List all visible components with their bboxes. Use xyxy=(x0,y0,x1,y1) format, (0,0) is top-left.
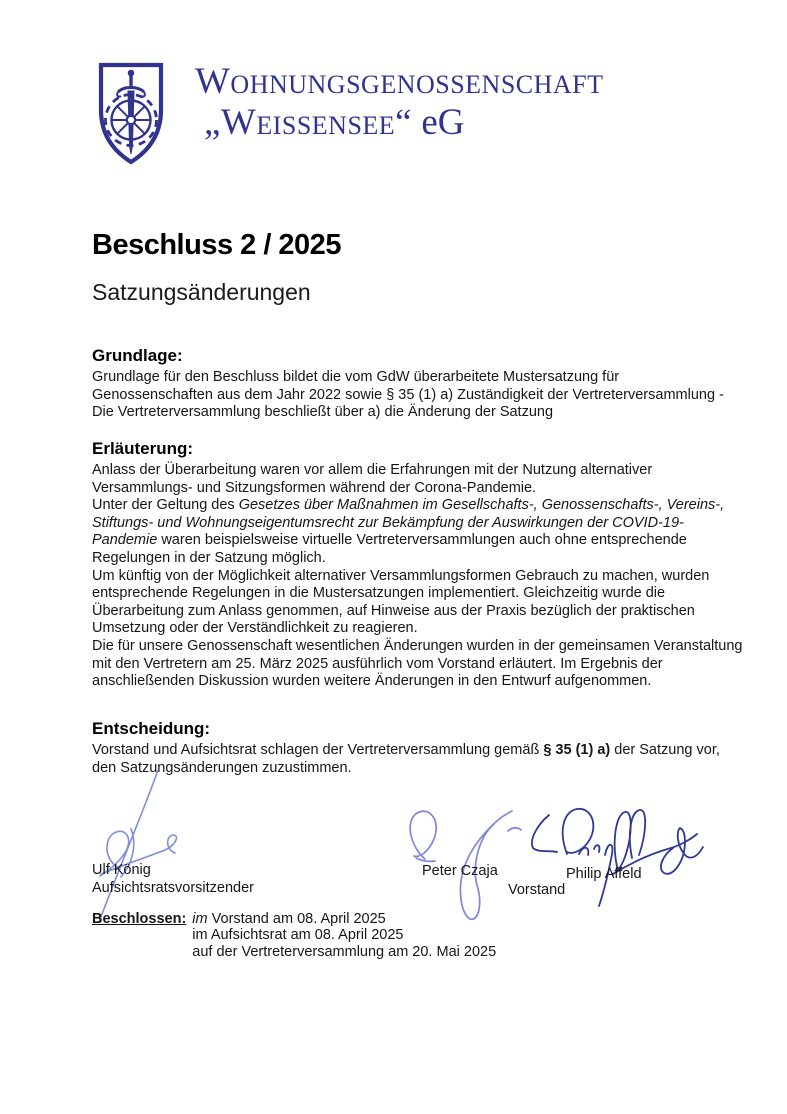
resolution-line-aufsichtsrat: im Aufsichtsrat am 08. April 2025 xyxy=(192,927,404,944)
brand-header xyxy=(95,60,604,166)
erlaeuterung-para3: Um künftig von der Möglichkeit alternativer Versammlungsformen Gebrauch zu machen, wurden entsprechende Regelungen in die Mustersatzungen implementiert. Gleichzeitig wurde die Überarbeitung zum Anlass genommen, auf Hinweise aus der Praxis bezüglich der praktischen Umsetzung oder der Verständlichkeit zu reagieren. xyxy=(92,567,710,637)
section-entscheidung xyxy=(92,719,744,777)
para2-law-title: Gesetzes über Maßnahmen im Gesellschafts-, Genossenschafts-, Vereins-, Stiftungs- und Wohnungseigentumsrecht zur Bekämpfung der Auswirkungen der COVID-19-Pandemie xyxy=(92,497,725,549)
section-grundlage xyxy=(92,346,744,422)
para2-prefix: Unter der Geltung des xyxy=(92,497,239,514)
signer-right-name1: Peter Czaja xyxy=(422,863,498,879)
entscheidung-heading: Entscheidung: xyxy=(92,719,211,738)
erlaeuterung-para1: Anlass der Überarbeitung waren vor allem die Erfahrungen mit der Nutzung alternativer Versammlungs- und Sitzungsformen während der Corona-Pandemie. xyxy=(92,462,653,496)
signer-left xyxy=(92,862,254,897)
signer-left-role: Aufsichtsratsvorsitzender xyxy=(92,879,254,896)
grundlage-heading: Grundlage: xyxy=(92,346,183,365)
resolution-lines xyxy=(192,911,496,960)
crest-shield-sword-wheel-icon xyxy=(95,60,167,166)
resolution-line-vorstand xyxy=(192,911,496,927)
org-name-line2 xyxy=(204,103,604,143)
org-name-quoted: „Weissensee“ xyxy=(204,102,413,143)
org-name-suffix: eG xyxy=(412,102,465,143)
entscheidung-paragraph-ref: § 35 (1) a) xyxy=(543,742,611,758)
org-name-line1: Wohnungsgenossenschaft xyxy=(195,61,604,102)
erlaeuterung-para2 xyxy=(92,497,744,567)
section-erlaeuterung xyxy=(92,439,744,691)
entscheidung-body xyxy=(92,742,744,777)
erlaeuterung-para4: Die für unsere Genossenschaft wesentlichen Änderungen wurden in der gemeinsamen Veranstaltung mit den Vertretern am 25. März 2025 ausführlich vom Vorstand erläutert. Im Ergebnis der anschließenden Diskussion wurden weitere Änderungen in den Entwurf aufgenommen. xyxy=(92,637,743,690)
resolution-line1-im: im xyxy=(192,911,208,927)
signer-right-role: Vorstand xyxy=(508,882,566,898)
entscheidung-suffix: der Satzung vor, den Satzungsänderungen zuzustimmen. xyxy=(92,742,720,776)
grundlage-body: Grundlage für den Beschluss bildet die vom GdW überarbeitete Mustersatzung für Genossenschaften aus dem Jahr 2022 sowie § 35 (1) a) Zuständigkeit der Vertreterversammlung - Die Vertreterversammlung beschließt über a) die Änderung der Satzung xyxy=(92,369,724,421)
document-title: Beschluss 2 / 2025 xyxy=(92,229,341,261)
erlaeuterung-heading: Erläuterung: xyxy=(92,439,194,458)
entscheidung-prefix: Vorstand und Aufsichtsrat schlagen der Vertreterversammlung gemäß xyxy=(92,742,544,758)
signer-right-name2: Philip Affeld xyxy=(566,866,642,882)
resolution-block xyxy=(92,911,496,960)
resolution-line-vertreterversammlung: auf der Vertreterversammlung am 20. Mai 2025 xyxy=(192,943,497,960)
org-name xyxy=(195,60,604,143)
signature-ulf-koenig xyxy=(99,770,176,922)
resolution-label: Beschlossen: xyxy=(92,911,187,927)
resolution-line1-rest: Vorstand am 08. April 2025 xyxy=(207,911,386,927)
para2-suffix: waren beispielsweise virtuelle Vertreterversammlungen auch ohne entsprechende Regelungen in der Satzung möglich. xyxy=(92,532,687,566)
document-subtitle: Satzungsänderungen xyxy=(92,279,311,305)
signer-left-name: Ulf König xyxy=(92,862,151,878)
